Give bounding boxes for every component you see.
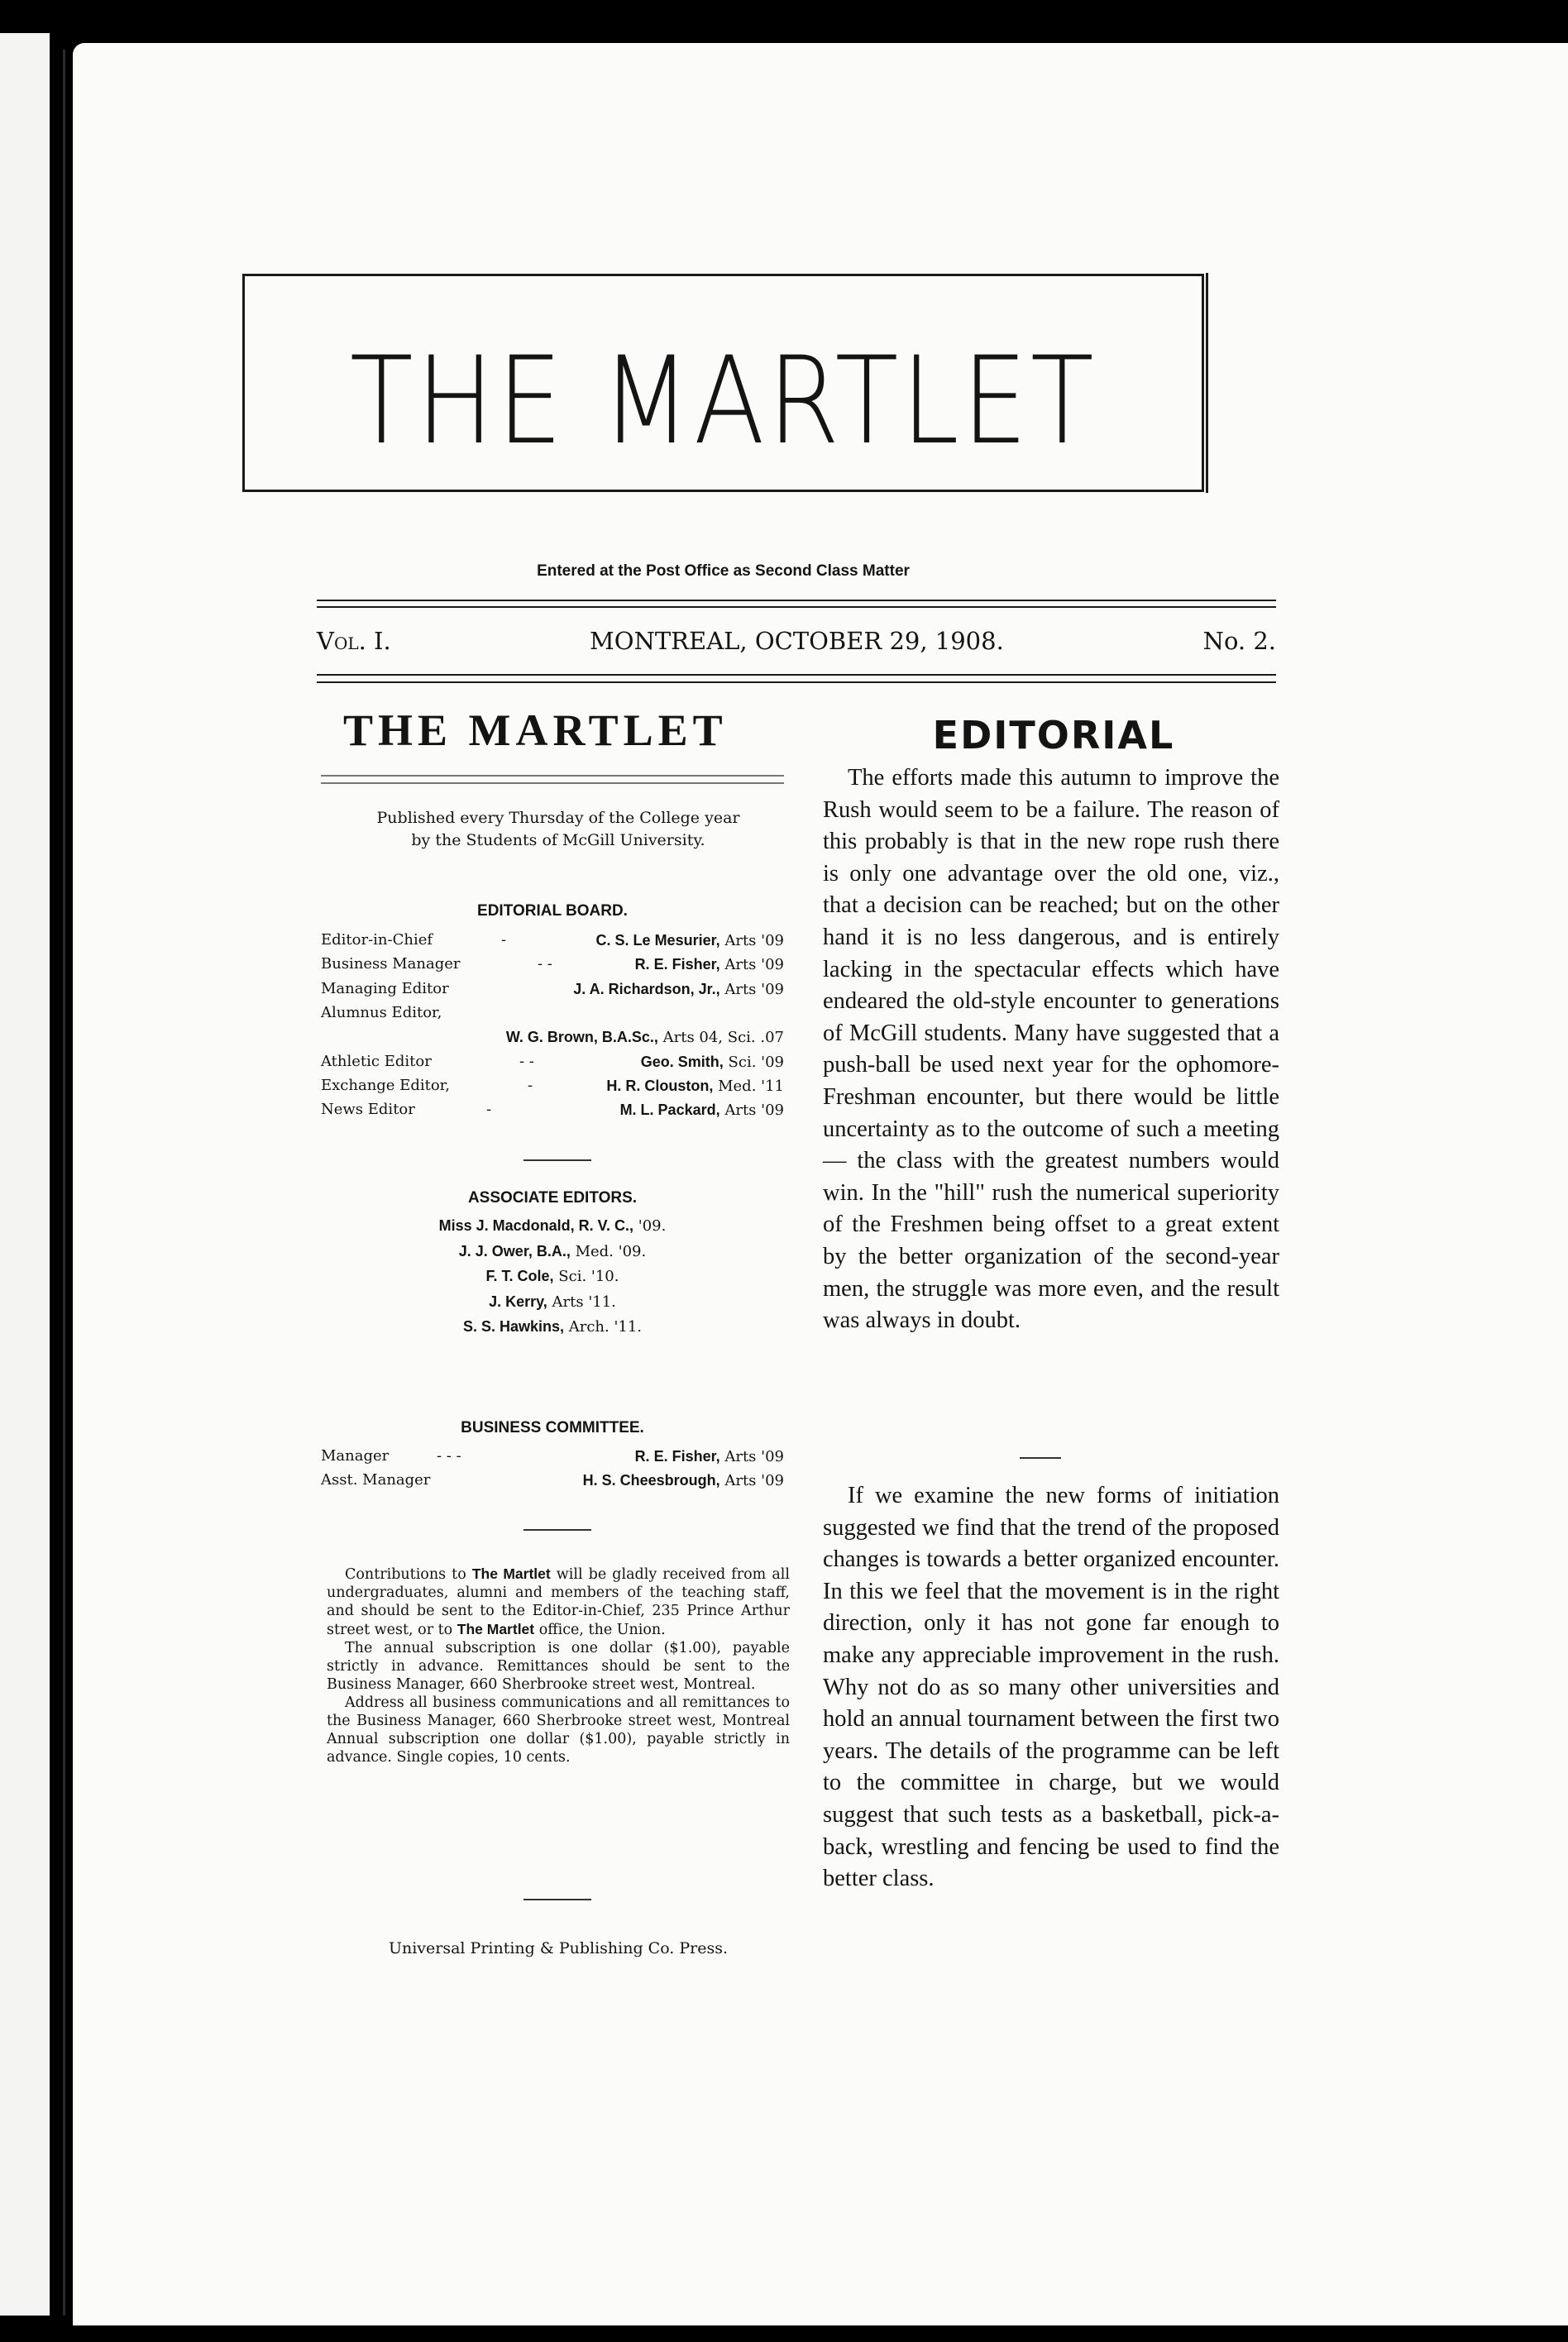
header-rule: [317, 606, 1276, 608]
editorial-title: EDITORIAL: [932, 713, 1175, 758]
contrib-paragraph: Contributions to The Martlet will be gladly received from all undergraduates, alumni and members of the teaching staff, and should be sent to the Editor-in-Chief, 235 Prince Arthur street west, or to The Martlet office, the Union.: [327, 1565, 790, 1638]
associate-editors-heading: ASSOCIATE EDITORS.: [467, 1189, 638, 1207]
staff-name: Geo. Smith, Sci. '09: [640, 1053, 784, 1071]
staff-role: Editor-in-Chief: [321, 931, 433, 949]
place-date: MONTREAL, OCTOBER 29, 1908.: [590, 627, 1004, 655]
header-rule: [317, 674, 1276, 676]
staff-role: News Editor: [321, 1101, 415, 1119]
issue-number: No. 2.: [1202, 627, 1276, 655]
divider: [523, 1159, 591, 1161]
associate-editor: F. T. Cole, Sci. '10.: [485, 1268, 619, 1285]
leader-dashes: - -: [538, 955, 552, 973]
associate-editor: J. Kerry, Arts '11.: [489, 1293, 616, 1311]
staff-role: Exchange Editor,: [321, 1076, 451, 1094]
leader-dashes: -: [486, 1101, 492, 1119]
associate-editor: S. S. Hawkins, Arch. '11.: [462, 1318, 643, 1336]
staff-name: J. A. Richardson, Jr., Arts '09: [573, 980, 784, 998]
header-rule: [317, 600, 1276, 601]
leader-dashes: - -: [519, 1052, 534, 1070]
editorial-paragraph-1: The efforts made this autumn to improve the Rush would seem to be a failure. The reason of this probably is that in the new rope rush there is only one advantage over the old one, viz., that a decision can be reached; but on the other hand it is no less dangerous, and is entirely lacking in the spectacular effects which have endeared the old-style encounter to generations of McGill students. Many have suggested that a push-ball be used next year for the ophomore-Freshman encounter, but there would be little uncertainty as to the outcome of such a meeting — the class with the greatest numbers would win. In the "hill" rush the numerical superiority of the Freshmen being offset to a great extent by the better organization of the second-year men, the struggle was more even, and the result was always in doubt.: [823, 765, 1279, 1334]
divider: [321, 782, 784, 784]
staff-role: Managing Editor: [321, 979, 449, 997]
contrib-paragraph: Address all business communications and all remittances to the Business Manager, 660 Sherbrooke street west, Montreal Annual subscription one dollar ($1.00), payable strictly in advance. Single copies, 10 cents.: [327, 1694, 790, 1766]
staff-role: Alumnus Editor,: [321, 1003, 442, 1021]
volume-label: Vol. I.: [317, 627, 391, 655]
staff-role: Athletic Editor: [321, 1052, 432, 1070]
masthead-title: THE MARTLET: [349, 331, 1097, 471]
editorial-board-heading: EDITORIAL BOARD.: [477, 902, 628, 920]
contributions-notice: [327, 1565, 790, 1766]
contrib-paragraph: The annual subscription is one dollar ($1.00), payable strictly in advance. Remittances should be sent to the Business Manager, 660 Sherbrooke street west, Montreal.: [327, 1640, 790, 1693]
binding-spine: [63, 50, 65, 2316]
business-committee-heading: BUSINESS COMMITTEE.: [461, 1419, 644, 1436]
divider: [523, 1529, 591, 1531]
staff-role: Asst. Manager: [321, 1471, 431, 1489]
staff-name: H. S. Cheesbrough, Arts '09: [582, 1472, 784, 1489]
staff-name: W. G. Brown, B.A.Sc., Arts 04, Sci. .07: [505, 1029, 784, 1047]
scan-left-margin: [0, 33, 50, 2316]
staff-role: Manager: [321, 1447, 390, 1465]
publication-note: Published every Thursday of the College year by the Students of McGill University.: [376, 809, 740, 849]
column-title: THE MARTLET: [343, 705, 728, 755]
divider: [523, 1899, 591, 1900]
associate-editor: Miss J. Macdonald, R. V. C., '09.: [438, 1217, 667, 1235]
divider: [1020, 1457, 1061, 1459]
divider: [321, 775, 784, 777]
printer-credit: Universal Printing & Publishing Co. Press.: [388, 1939, 729, 1957]
staff-name: R. E. Fisher, Arts '09: [634, 956, 784, 974]
entered-notice: Entered at the Post Office as Second Class Matter: [537, 562, 910, 580]
staff-name: H. R. Clouston, Med. '11: [606, 1077, 784, 1095]
staff-role: Business Manager: [321, 955, 461, 973]
header-rule: [317, 681, 1276, 683]
editorial-paragraph-2: If we examine the new forms of initiation suggested we find that the trend of the proposed changes is towards a better organized encounter. In this we feel that the movement is in the right direction, only it has not gone far enough to make any appreciable improvement in the rush. Why not do as so many other universities and hold an annual tournament between the first two years. The details of the programme can be left to the committee in charge, but we would suggest that such tests as a basketball, pick-a-back, wrestling and fencing be used to find the better class.: [823, 1483, 1279, 1892]
leader-dashes: -: [528, 1076, 533, 1094]
leader-dashes: -: [501, 931, 507, 949]
staff-name: C. S. Le Mesurier, Arts '09: [595, 932, 784, 949]
associate-editor: J. J. Ower, B.A., Med. '09.: [458, 1242, 647, 1260]
leader-dashes: - - -: [437, 1447, 461, 1465]
staff-name: M. L. Packard, Arts '09: [619, 1102, 784, 1120]
staff-name: R. E. Fisher, Arts '09: [634, 1448, 784, 1465]
